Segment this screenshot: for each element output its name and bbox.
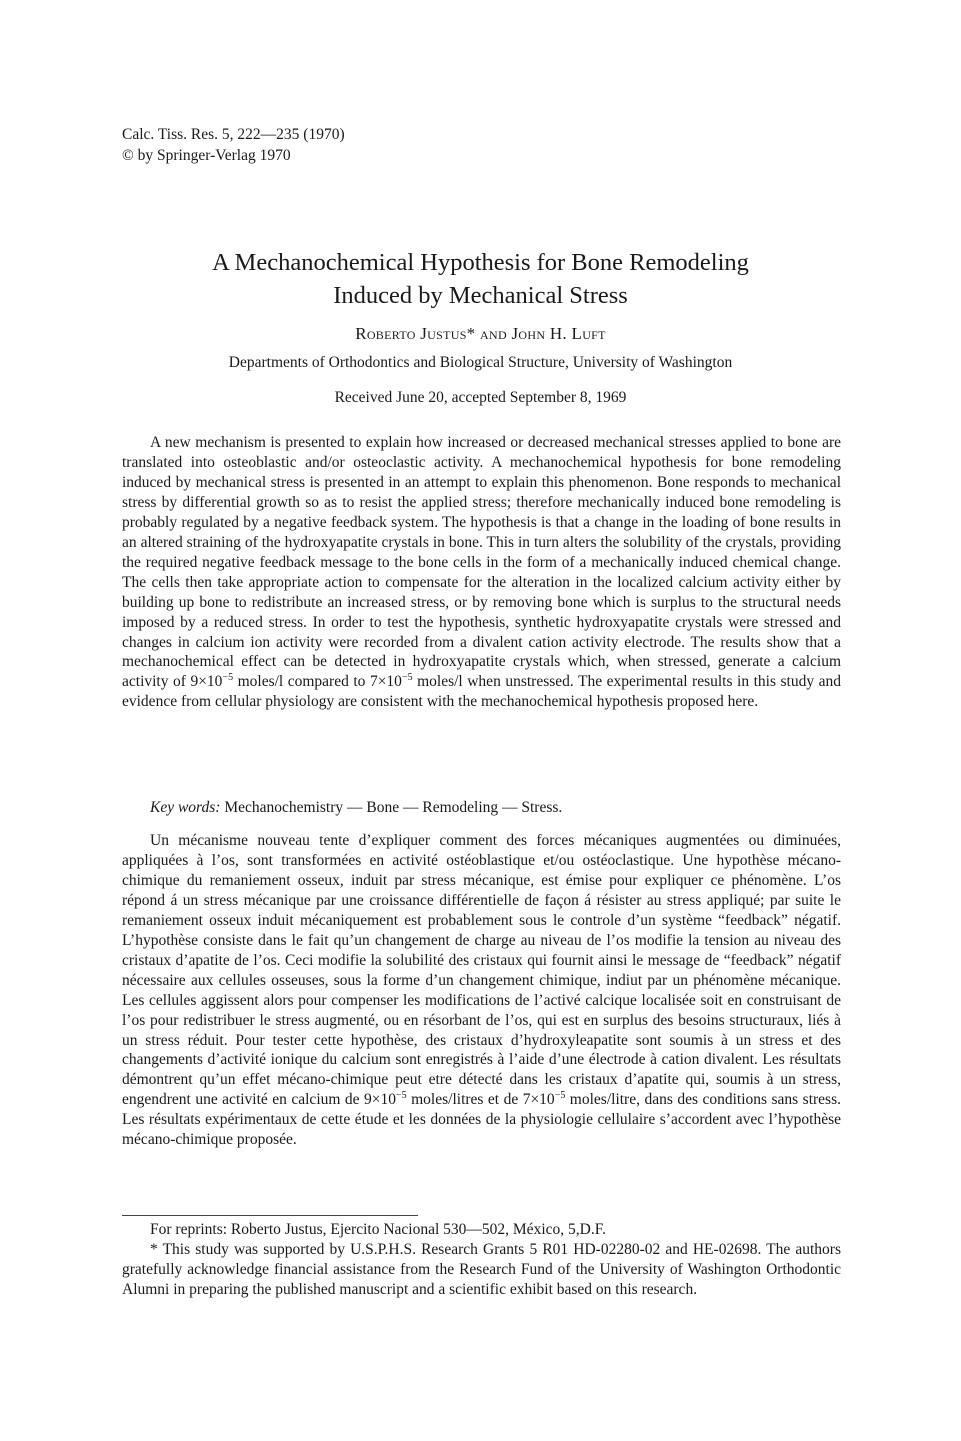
title-line-1: A Mechanochemical Hypothesis for Bone Remodeling	[212, 249, 749, 276]
abstract-en-value-stressed: $9\times 10^{-5}$	[190, 672, 234, 691]
citation-line: Calc. Tiss. Res. 5, 222—235 (1970)	[122, 126, 345, 143]
french-abstract-paragraph	[122, 831, 841, 1150]
abstract-en-text-start: A new mechanism is presented to explain how increased or decreased mechanical stresses applied to bone are translated into osteoblastic and/or osteoclastic activity. A mechanochemical hypothesis for bone remodeling induced by mechanical stress is presented in an attempt to explain this phenomenon. Bone responds to mechanical stress by differential growth so as to resist the applied stress; therefore mechanically induced bone remodeling is probably regulated by a negative feedback system. The hypothesis is that a change in the loading of bone results in an altered straining of the hydroxyapatite crystals in bone. This in turn alters the solubility of the crystals, providing the required negative feedback message to the bone cells in the form of a mechanically induced chemical change. The cells then take appropriate action to compensate for the alteration in the localized calcium activity either by building up bone to redistribute an increased stress, or by removing bone which is surplus to the structural needs imposed by a reduced stress. In order to test the hypothesis, synthetic hydroxyapatite crystals were stressed and changes in calcium ion activity were recorded from a divalent cation activity electrode. The results show that a mechanochemical effect can be detected in hydroxyapatite crystals which, when stressed, generate a calcium activity of	[122, 434, 841, 691]
keywords-text: Mechanochemistry — Bone — Remodeling — Stress.	[224, 799, 563, 816]
reprints-footnote: For reprints: Roberto Justus, Ejercito Nacional 530—502, México, 5,D.F.	[150, 1221, 606, 1238]
support-footnote: * This study was supported by U.S.P.H.S. Research Grants 5 R01 HD-02280-02 and HE-02698. The authors gratefully acknowledge financial assistance from the Research Fund of the University of Washington Orthodontic Alumni in preparing the published manuscript and a scientific exhibit based on this research.	[122, 1241, 841, 1298]
title-line-2: Induced by Mechanical Stress	[333, 282, 628, 309]
footnotes	[122, 1220, 841, 1300]
abstract-en-value-unstressed: $7\times 10^{-5}$	[369, 672, 413, 691]
journal-masthead	[122, 124, 345, 166]
abstract-fr-text-start: Un mécanisme nouveau tente d’expliquer comment des forces mécaniques augmentées ou diminuées, appliquées à l’os, sont transformées en activité ostéoblastique et/ou ostéoclastique. Une hypothèse mécano-chimique du remaniement osseux, induit par stress mécanique, est émise pour expliquer ce phénomène. L’os répond á un stress mécanique par une croissance différentielle de façon á résister au stress appliqué; par suite le remaniement osseux induit mécaniquement est probablement sous le controle d’un système “feedback” négatif. L’hypothèse consiste dans le fait qu’un changement de charge au niveau de l’os modifie la tension au niveau des cristaux d’apatite de l’os. Ceci modifie la solubilité des cristaux qui fournit ainsi le message de “feedback” négatif nécessaire aux cellules osseuses, sous la forme d’un changement chimique, indiut par un phénomène mécanique. Les cellules aggissent alors pour compenser les modifications de l’activé calcique localisée soit en construisant de l’os pour redistribuer le stress augmenté, ou en résorbant de l’os, qui est en surplus des besoins structuraux, liés à un stress réduit. Pour tester cette hypothèse, des cristaux d’hydroxyleapatite sont soumis à un stress et des changements d’activité ionique du calcium sont enregistrés à l’aide d’une électrode à cation divalent. Les résultats démontrent qu’un effet mécano-chimique peut etre détecté dans les cristaux d’apatite qui, soumis à un stress, engendrent une activité en calcium de	[122, 832, 841, 1109]
author-affiliation: Departments of Orthodontics and Biological Structure, University of Washington	[228, 354, 733, 371]
abstract-fr-text-between: moles/litres et de	[406, 1091, 523, 1109]
abstract-en-text-end: moles/l when unstressed. The experimental results in this study and evidence from cellular physiology are consistent with the mechanochemical hypothesis proposed here.	[122, 673, 841, 711]
footnote-divider	[122, 1215, 418, 1216]
abstract-fr-value-stressed: $9\times 10^{-5}$	[364, 1090, 407, 1109]
english-abstract-paragraph	[122, 433, 841, 712]
article-title	[0, 246, 961, 312]
keywords	[150, 798, 562, 818]
abstract-fr-text-end: moles/litre, dans des conditions sans stress. Les résultats expérimentaux de cette étude et les données de la physiologie cellulaire s’accordent avec l’hypothèse mécano-chimique proposée.	[122, 1091, 841, 1149]
received-date: Received June 20, accepted September 8, 1969	[334, 389, 627, 406]
copyright-line: © by Springer-Verlag 1970	[122, 147, 291, 164]
french-abstract	[122, 831, 841, 1150]
english-abstract	[122, 433, 841, 712]
keywords-label: Key words:	[150, 799, 221, 816]
author-list: Roberto Justus* and John H. Luft	[355, 324, 606, 343]
abstract-fr-value-unstressed: $7\times 10^{-5}$	[522, 1090, 566, 1109]
abstract-en-text-between: moles/l compared to	[233, 673, 370, 691]
